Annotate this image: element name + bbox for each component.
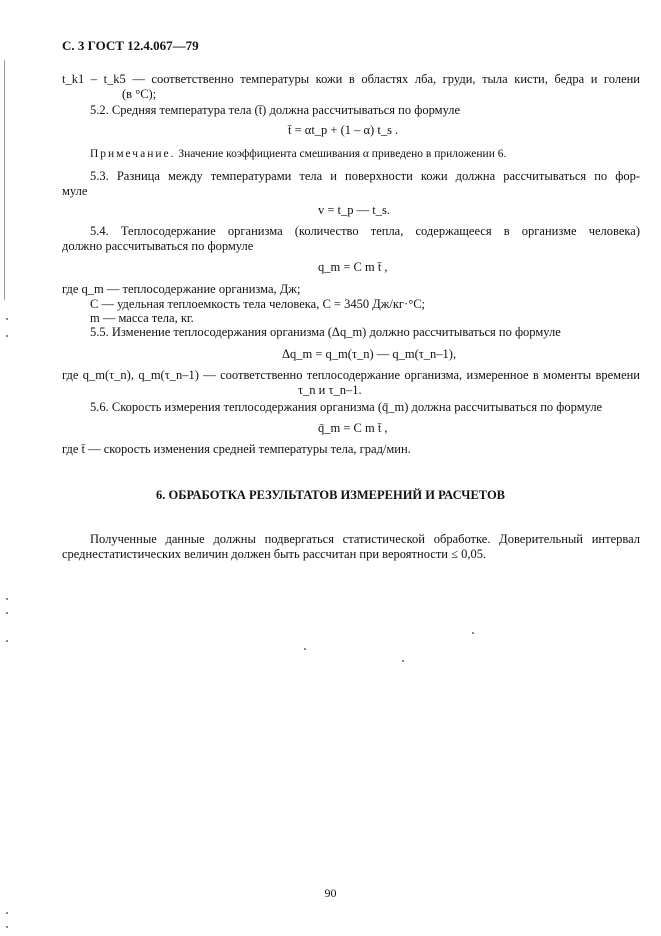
paragraph-5-2: 5.2. Средняя температура тела (t̄) должна рассчитываться по формуле [90, 103, 461, 117]
scan-speck [6, 335, 8, 337]
note [90, 147, 506, 162]
formula-5-3: v = t_р — t_s. [318, 203, 390, 217]
paragraph-6-line1: Полученные данные должны подвергаться статистической обработке. Доверительный интервал [90, 532, 640, 546]
formula-5-5: Δq_m = q_m(τ_n) — q_m(τ_n–1), [282, 347, 457, 361]
section-6-heading: 6. ОБРАБОТКА РЕЗУЛЬТАТОВ ИЗМЕРЕНИЙ И РАСЧЕТОВ [155, 488, 506, 502]
note-text: Значение коэффициента смешивания α приведено в приложении 6. [178, 148, 507, 160]
paragraph-5-5: 5.5. Изменение теплосодержания организма (Δq_m) должно рассчитываться по формуле [90, 325, 561, 339]
scan-speck [6, 912, 8, 914]
formula-5-6: q̄_m = C m t̄ , [318, 421, 388, 435]
scan-speck [472, 632, 474, 634]
where-c: C — удельная теплоемкость тела человека, C = 3450 Дж/кг·°С; [90, 297, 426, 311]
paragraph-5-3-line1: 5.3. Разница между температурами тела и поверхности кожи должна рассчитываться по фор- [90, 169, 640, 183]
scan-speck [6, 926, 8, 928]
paragraph-6-line2: среднестатистических величин должен быть рассчитан при вероятности ≤ 0,05. [62, 547, 487, 561]
scan-speck [6, 640, 8, 642]
scan-edge-line [4, 60, 8, 300]
note-label: Примечание. [90, 148, 176, 160]
where-qm: где q_m — теплосодержание организма, Дж; [62, 282, 301, 296]
paragraph-5-4-line1: 5.4. Теплосодержание организма (количество тепла, содержащееся в организме человека) [90, 224, 640, 238]
scan-speck [6, 318, 8, 320]
paragraph-5-5-where-line1: где q_m(τ_n), q_m(τ_n–1) — соответственно теплосодержание организма, измеренное в моменты времени [62, 368, 640, 382]
scan-speck [402, 660, 404, 662]
paragraph-5-5-where-line2: τ_n и τ_n–1. [298, 383, 362, 397]
page-header: С. 3 ГОСТ 12.4.067—79 [62, 38, 199, 53]
paragraph-5-3-line2: муле [62, 184, 88, 198]
formula-5-2: t̄ = αt_р + (1 – α) t_s . [288, 123, 399, 137]
scan-speck [6, 612, 8, 614]
where-m: m — масса тела, кг. [90, 311, 194, 325]
scan-speck [304, 648, 306, 650]
paragraph-5-1-unit: (в °С); [122, 87, 157, 101]
page-number: 90 [324, 886, 337, 900]
formula-5-4: q_m = C m t̄ , [318, 260, 388, 274]
paragraph-5-6-where: где t̄ — скорость изменения средней температуры тела, град/мин. [62, 442, 411, 456]
scan-speck [6, 598, 8, 600]
paragraph-5-4-line2: должно рассчитываться по формуле [62, 239, 254, 253]
paragraph-5-6: 5.6. Скорость измерения теплосодержания организма (q̄_m) должна рассчитываться по формуле [90, 400, 603, 414]
paragraph-5-1-continuation: t_k1 – t_k5 — соответственно температуры кожи в областях лба, груди, тыла кисти, бедра и голени [62, 72, 640, 86]
